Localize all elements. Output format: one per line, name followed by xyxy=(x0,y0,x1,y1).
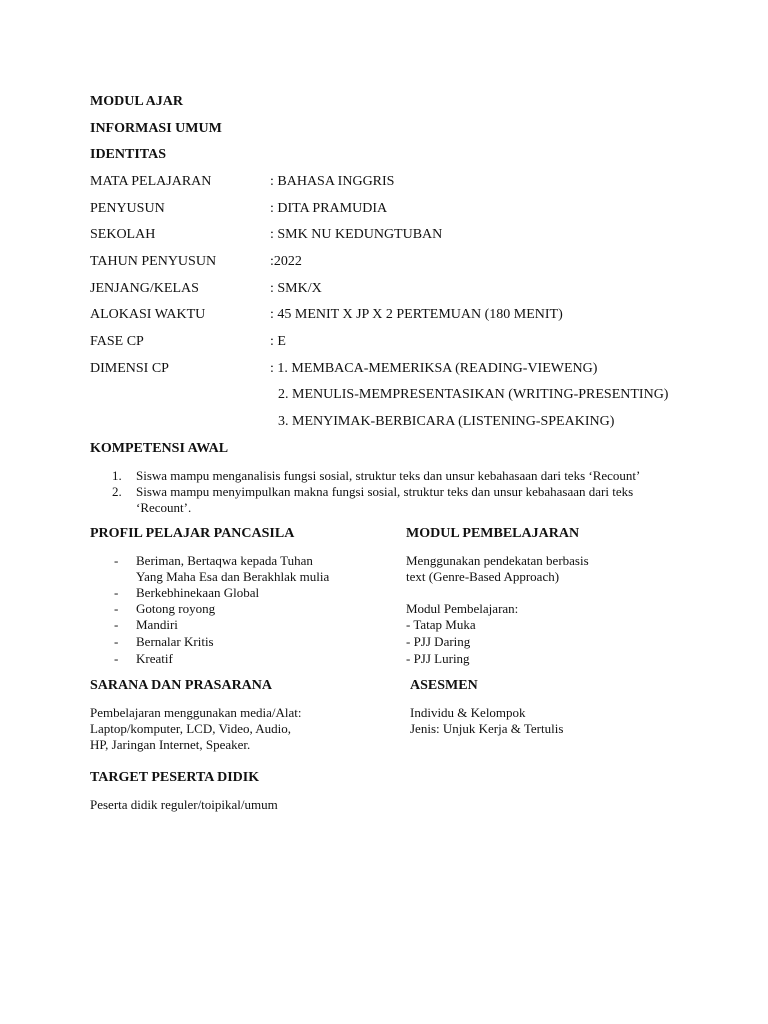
profil-item: Beriman, Bertaqwa kepada Tuhan xyxy=(136,553,313,568)
list-bullet: - xyxy=(114,601,119,616)
profil-item: Berkebhinekaan Global xyxy=(136,585,260,600)
profil-heading: PROFIL PELAJAR PANCASILA xyxy=(90,526,295,541)
identity-value: : SMK NU KEDUNGTUBAN xyxy=(270,227,443,242)
identity-value: : 1. MEMBACA-MEMERIKSA (READING-VIEWENG) xyxy=(270,361,598,376)
asesmen-line: Jenis: Unjuk Kerja & Tertulis xyxy=(410,721,564,736)
sarana-line: HP, Jaringan Internet, Speaker. xyxy=(90,737,251,752)
profil-item: Kreatif xyxy=(136,651,173,666)
section-heading-general: INFORMASI UMUM xyxy=(90,121,222,136)
sarana-line: Pembelajaran menggunakan media/Alat: xyxy=(90,705,302,720)
profil-item: Mandiri xyxy=(136,617,178,632)
list-number: 2. xyxy=(112,484,122,499)
profil-item: Gotong royong xyxy=(136,601,216,616)
list-bullet: - xyxy=(114,553,119,568)
identity-label: DIMENSI CP xyxy=(90,361,169,376)
identity-value: : 45 MENIT X JP X 2 PERTEMUAN (180 MENIT) xyxy=(270,307,563,322)
identity-label: JENJANG/KELAS xyxy=(90,281,199,296)
kompetensi-item-cont: ‘Recount’. xyxy=(136,500,192,515)
list-bullet: - xyxy=(114,617,119,632)
asesmen-line: Individu & Kelompok xyxy=(410,705,526,720)
modul-line: - PJJ Luring xyxy=(406,651,470,666)
identity-value: : BAHASA INGGRIS xyxy=(270,174,395,189)
identity-label: TAHUN PENYUSUN xyxy=(90,254,217,269)
identity-label: PENYUSUN xyxy=(90,201,165,216)
list-bullet: - xyxy=(114,634,119,649)
kompetensi-item: Siswa mampu menyimpulkan makna fungsi sosial, struktur teks dan unsur kebahasaan dari teks xyxy=(136,484,634,499)
asesmen-heading: ASESMEN xyxy=(410,678,478,693)
profil-item-cont: Yang Maha Esa dan Berakhlak mulia xyxy=(136,569,330,584)
modul-line: - Tatap Muka xyxy=(406,617,476,632)
modul-heading: MODUL PEMBELAJARAN xyxy=(406,526,580,541)
profil-item: Bernalar Kritis xyxy=(136,634,214,649)
identity-value: : SMK/X xyxy=(270,281,322,296)
target-text: Peserta didik reguler/toipikal/umum xyxy=(90,797,278,812)
identity-label: MATA PELAJARAN xyxy=(90,174,212,189)
target-heading: TARGET PESERTA DIDIK xyxy=(90,770,260,785)
kompetensi-item: Siswa mampu menganalisis fungsi sosial, struktur teks dan unsur kebahasaan dari teks ‘Recount’ xyxy=(136,468,641,483)
dimensi-line: 3. MENYIMAK-BERBICARA (LISTENING-SPEAKING) xyxy=(278,414,615,429)
identity-value: :2022 xyxy=(270,254,302,269)
list-number: 1. xyxy=(112,468,122,483)
identity-value: : DITA PRAMUDIA xyxy=(270,201,388,216)
modul-line: Modul Pembelajaran: xyxy=(406,601,519,616)
list-bullet: - xyxy=(114,651,119,666)
sarana-line: Laptop/komputer, LCD, Video, Audio, xyxy=(90,721,292,736)
list-bullet: - xyxy=(114,585,119,600)
modul-line: - PJJ Daring xyxy=(406,634,471,649)
identity-label: FASE CP xyxy=(90,334,144,349)
identity-label: SEKOLAH xyxy=(90,227,156,242)
dimensi-line: 2. MENULIS-MEMPRESENTASIKAN (WRITING-PRESENTING) xyxy=(278,387,669,402)
kompetensi-heading: KOMPETENSI AWAL xyxy=(90,441,229,456)
identity-label: ALOKASI WAKTU xyxy=(90,307,206,322)
modul-line: text (Genre-Based Approach) xyxy=(406,569,560,584)
modul-line: Menggunakan pendekatan berbasis xyxy=(406,553,589,568)
identity-value: : E xyxy=(270,334,286,349)
section-heading-identity: IDENTITAS xyxy=(90,147,166,162)
document-title: MODUL AJAR xyxy=(90,94,183,109)
sarana-heading: SARANA DAN PRASARANA xyxy=(90,678,273,693)
